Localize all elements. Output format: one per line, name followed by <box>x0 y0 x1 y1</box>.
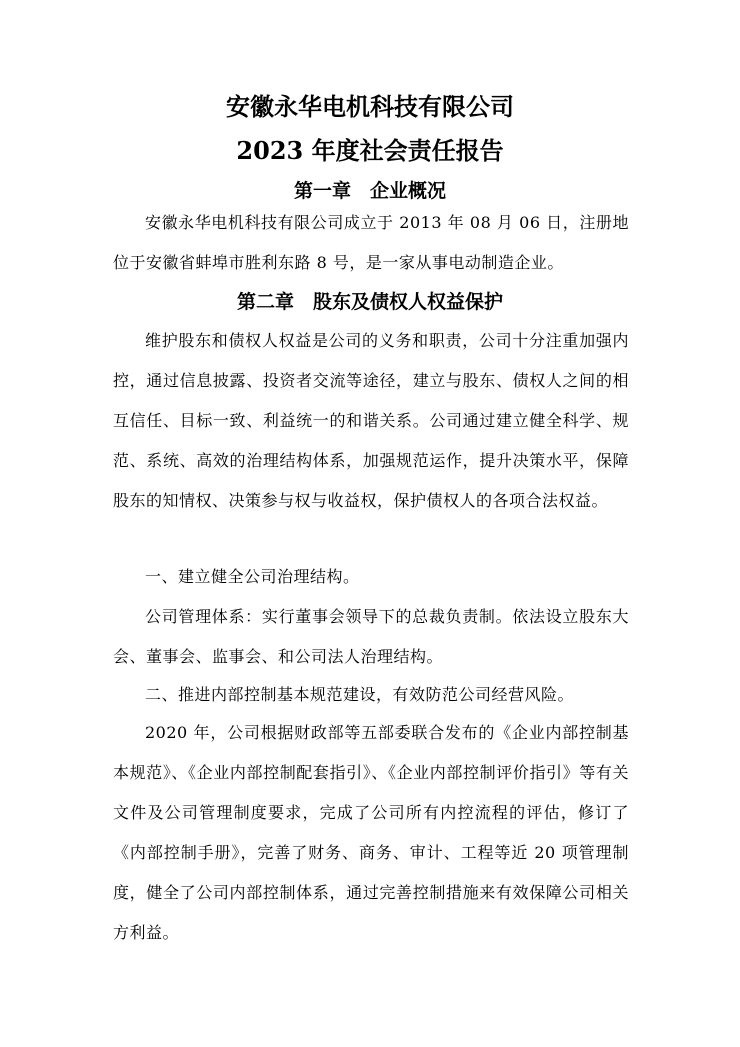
document-title: 安徽永华电机科技有限公司 <box>226 92 514 121</box>
chapter-1-paragraph: 安徽永华电机科技有限公司成立于 2013 年 08 月 06 日，注册地位于安徽省蚌埠市胜利东路 8 号，是一家从事电动制造企业。 <box>113 213 629 272</box>
section-2-heading: 二、推进内部控制基本规范建设，有效防范公司经营风险。 <box>145 685 575 704</box>
document-subtitle: 2023 年度社会责任报告 <box>236 136 504 165</box>
chapter-2-intro-paragraph: 维护股东和债权人权益是公司的义务和职责，公司十分注重加强内控，通过信息披露、投资者交流等途径，建立与股东、债权人之间的相互信任、目标一致、利益统一的和谐关系。公司通过建立健全科学、规范、系统、高效的治理结构体系，加强规范运作，提升决策水平，保障股东的知情权、决策参与权与收益权，保护债权人的各项合法权益。 <box>113 331 629 510</box>
section-2-paragraph: 2020 年，公司根据财政部等五部委联合发布的《企业内部控制基本规范》、《企业内部控制配套指引》、《企业内部控制评价指引》等有关文件及公司管理制度要求，完成了公司所有内控流程的评估，修订了《内部控制手册》，完善了财务、商务、审计、工程等近 20 项管理制度，健全了公司内部控制体系，通过完善控制措施来有效保障公司相关方利益。 <box>113 723 629 942</box>
section-1-paragraph: 公司管理体系：实行董事会领导下的总裁负责制。依法设立股东大会、董事会、监事会、和公司法人治理结构。 <box>113 607 629 666</box>
chapter-2-heading: 第二章 股东及债权人权益保护 <box>236 291 503 313</box>
section-1-heading: 一、建立健全公司治理结构。 <box>145 567 360 586</box>
chapter-1-heading: 第一章 企业概况 <box>293 180 446 202</box>
